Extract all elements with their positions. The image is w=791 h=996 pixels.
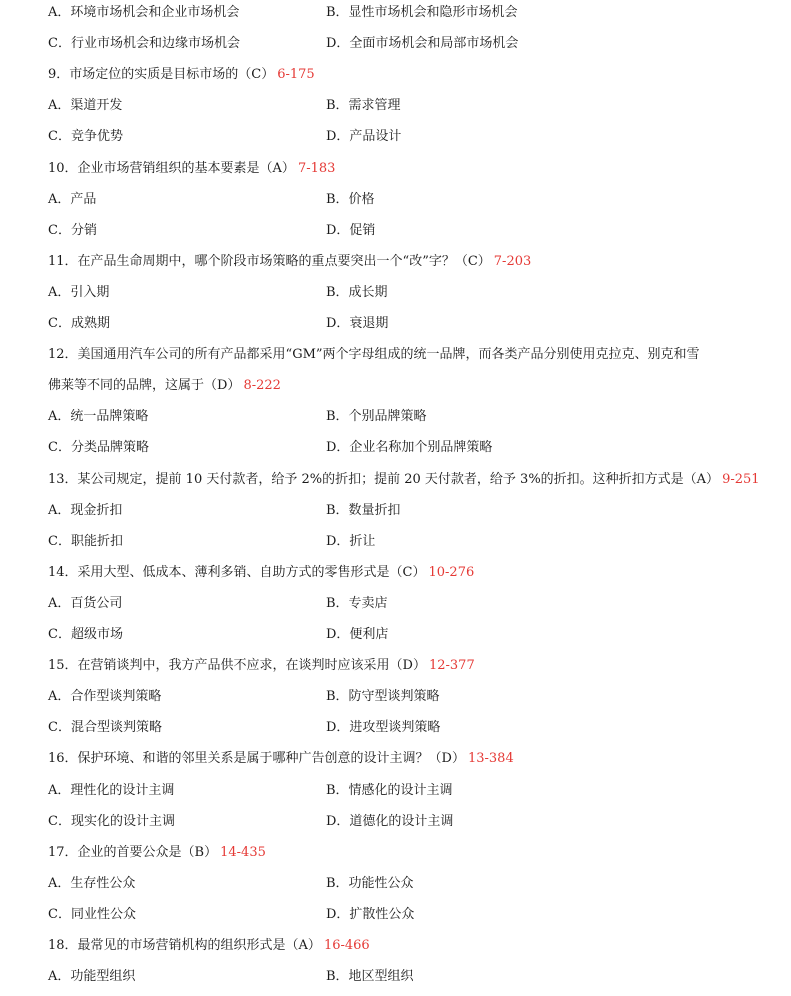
option-text: C．成熟期 [48,316,110,331]
option-text: C．现实化的设计主调 [48,814,175,829]
option-text: B．需求管理 [326,98,401,113]
option-text: C．同业性公众 [48,907,136,922]
page-reference: 6-175 [277,67,315,82]
page-reference: 10-276 [428,565,475,580]
question-line [48,252,771,272]
option-text: A．功能型组织 [48,969,136,984]
page-reference: 7-203 [493,254,532,269]
question-text: 12．美国通用汽车公司的所有产品都采用“GM”两个字母组成的统一品牌，而各类产品分别使用克拉克、别克和雪 [48,347,700,362]
option-text: C．混合型谈判策略 [48,720,162,735]
question-line [48,376,771,396]
option-text: C．竞争优势 [48,129,123,144]
option-text: B．数量折扣 [326,503,401,518]
question-line [48,470,771,490]
option-text: A．理性化的设计主调 [48,783,175,798]
question-text: 15．在营销谈判中，我方产品供不应求，在谈判时应该采用（D） [48,658,426,673]
option-text: C．分销 [48,223,97,238]
page-reference: 14-435 [220,845,266,860]
option-text: A．生存性公众 [48,876,136,891]
option-text: B．专卖店 [326,596,388,611]
question-line [48,159,771,179]
option-text: A．环境市场机会和企业市场机会 [48,5,240,20]
question-line [48,843,771,863]
page-reference: 8-222 [243,378,281,393]
option-text: D．产品设计 [326,129,402,144]
option-text: A．百货公司 [48,596,123,611]
question-line [48,345,771,365]
option-text: A．引入期 [48,285,110,300]
question-line [48,749,771,769]
page-reference: 13-384 [467,751,514,766]
option-text: A．合作型谈判策略 [48,689,162,704]
question-line [48,936,771,956]
option-text: B．价格 [326,192,375,207]
option-text: D．折让 [326,534,376,549]
question-text: 9．市场定位的实质是目标市场的（C） [48,67,275,82]
option-text: B．防守型谈判策略 [326,689,440,704]
question-line [48,65,771,85]
option-text: C．行业市场机会和边缘市场机会 [48,36,240,51]
option-text: B．功能性公众 [326,876,414,891]
question-line [48,563,771,583]
option-text: A．产品 [48,192,97,207]
page-reference: 7-183 [297,161,336,176]
option-text: C．超级市场 [48,627,123,642]
option-text: B．个别品牌策略 [326,409,427,424]
option-text: C．职能折扣 [48,534,123,549]
question-text: 16．保护环境、和谐的邻里关系是属于哪种广告创意的设计主调？（D） [48,751,465,766]
question-text: 18．最常见的市场营销机构的组织形式是（A） [48,938,321,953]
option-text: D．进攻型谈判策略 [326,720,441,735]
option-text: A．统一品牌策略 [48,409,149,424]
question-text: 10．企业市场营销组织的基本要素是（A） [48,161,295,176]
page-reference: 9-251 [722,472,760,487]
option-text: D．扩散性公众 [326,907,415,922]
option-text: A．现金折扣 [48,503,123,518]
option-text: D．全面市场机会和局部市场机会 [326,36,519,51]
option-text: D．便利店 [326,627,389,642]
option-text: D．衰退期 [326,316,389,331]
option-text: B．情感化的设计主调 [326,783,453,798]
option-text: B．地区型组织 [326,969,414,984]
option-text: D．道德化的设计主调 [326,814,454,829]
page-reference: 16-466 [323,938,370,953]
question-line [48,656,771,676]
page-reference: 12-377 [428,658,475,673]
question-text: 14．采用大型、低成本、薄利多销、自助方式的零售形式是（C） [48,565,426,580]
option-text: A．渠道开发 [48,98,123,113]
option-text: C．分类品牌策略 [48,440,149,455]
question-text: 佛莱等不同的品牌，这属于（D） [48,378,241,393]
option-text: B．显性市场机会和隐形市场机会 [326,5,518,20]
question-text: 17．企业的首要公众是（B） [48,845,218,860]
option-text: B．成长期 [326,285,388,300]
option-text: D．企业名称加个别品牌策略 [326,440,493,455]
question-text: 13．某公司规定，提前 10 天付款者，给予 2%的折扣；提前 20 天付款者，给予 3%的折扣。这种折扣方式是（A） [48,472,720,487]
option-text: D．促销 [326,223,376,238]
question-text: 11．在产品生命周期中，哪个阶段市场策略的重点要突出一个“改”字？（C） [48,254,491,269]
